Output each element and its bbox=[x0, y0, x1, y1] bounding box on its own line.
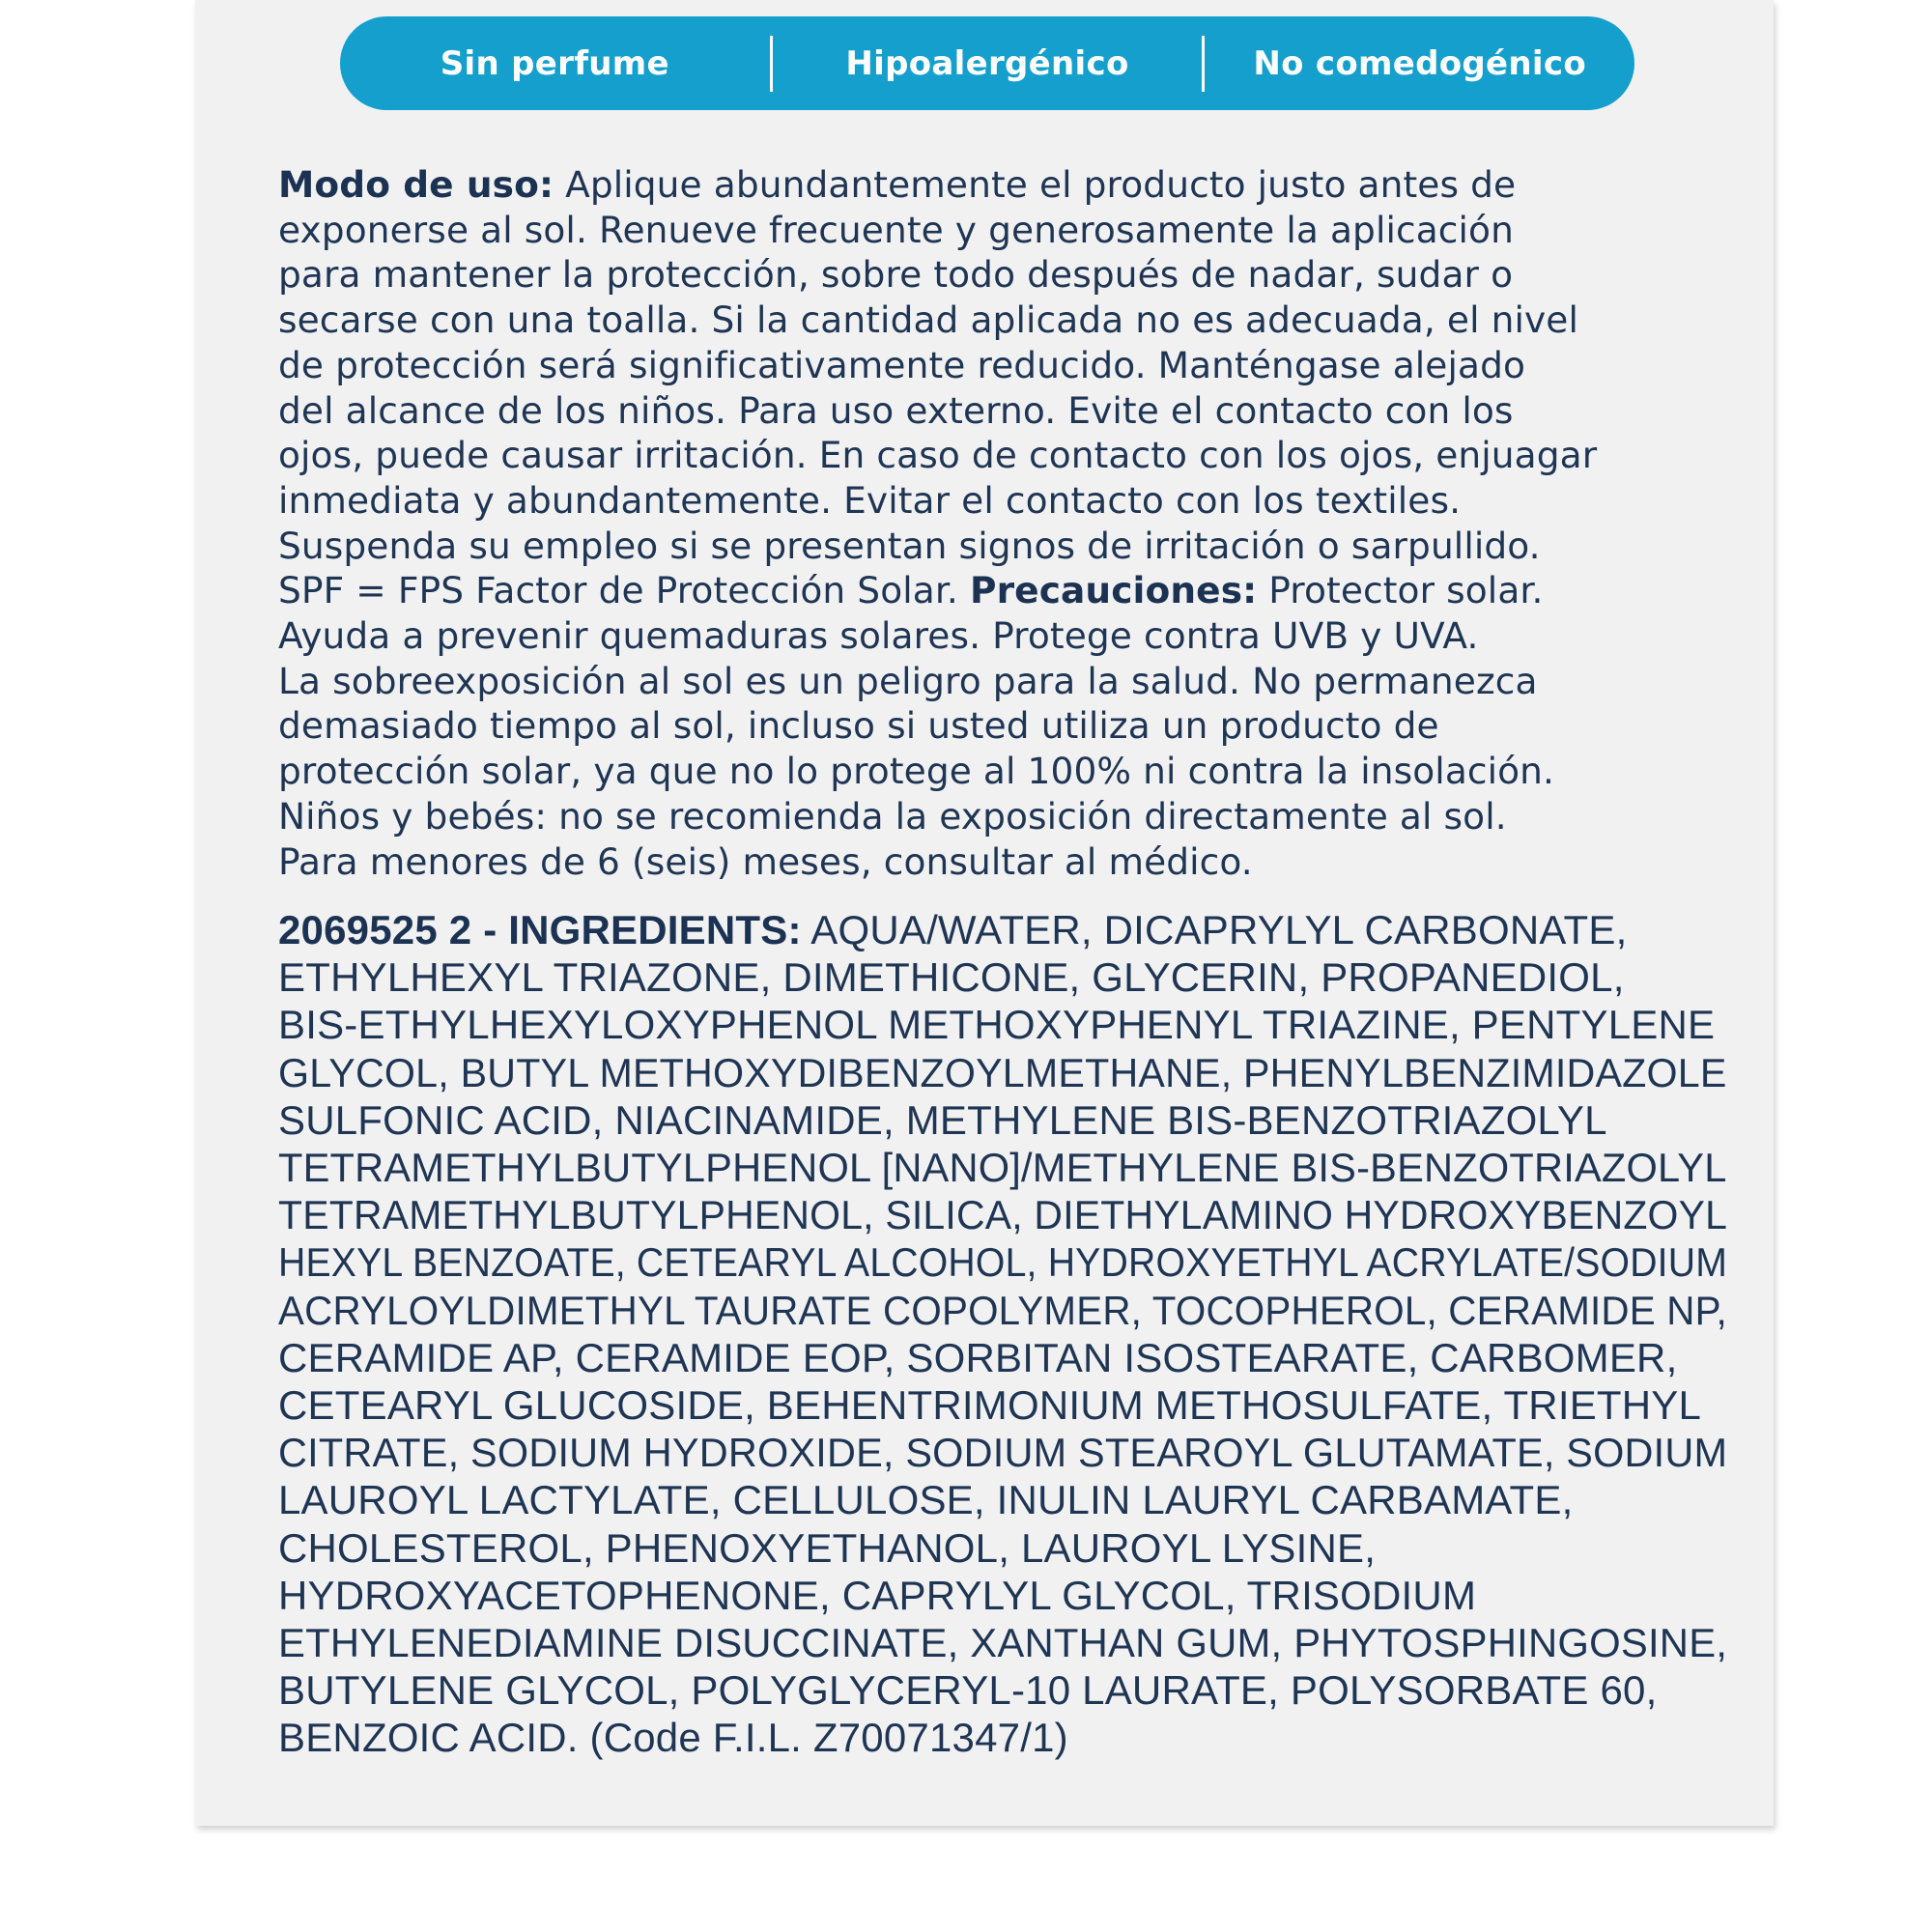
usage-instructions bbox=[278, 162, 1689, 884]
ingredients-line: LAUROYL LACTYLATE, CELLULOSE, INULIN LAURYL CARBAMATE, bbox=[278, 1477, 1574, 1523]
usage-line: para mantener la protección, sobre todo después de nadar, sudar o bbox=[278, 253, 1514, 297]
usage-text: Protector solar. bbox=[1257, 569, 1544, 612]
usage-heading: Modo de uso: bbox=[278, 163, 554, 206]
claims-banner bbox=[340, 16, 1634, 110]
ingredients-line bbox=[278, 906, 1708, 953]
precautions-heading: Precauciones: bbox=[969, 569, 1258, 612]
usage-line: Ayuda a prevenir quemaduras solares. Protege contra UVB y UVA. bbox=[278, 614, 1479, 658]
usage-text: SPF = FPS Factor de Protección Solar. bbox=[278, 569, 970, 612]
ingredients-line: SULFONIC ACID, NIACINAMIDE, METHYLENE BIS-BENZOTRIAZOLYL bbox=[278, 1096, 1607, 1143]
usage-line: secarse con una toalla. Si la cantidad aplicada no es adecuada, el nivel bbox=[278, 298, 1578, 342]
usage-line: Niños y bebés: no se recomienda la exposición directamente al sol. bbox=[278, 794, 1507, 838]
usage-line: exponerse al sol. Renueve frecuente y generosamente la aplicación bbox=[278, 208, 1514, 251]
claim-sin-perfume: Sin perfume bbox=[440, 43, 669, 83]
ingredients-text: AQUA/WATER, DICAPRYLYL CARBONATE, bbox=[801, 907, 1628, 952]
usage-line: de protección será significativamente reducido. Manténgase alejado bbox=[278, 343, 1526, 386]
ingredients-line: TETRAMETHYLBUTYLPHENOL, SILICA, DIETHYLAMINO HYDROXYBENZOYL bbox=[278, 1192, 1728, 1238]
claim-hipoalergenico: Hipoalergénico bbox=[845, 43, 1129, 83]
ingredients-line: CERAMIDE AP, CERAMIDE EOP, SORBITAN ISOSTEARATE, CARBOMER, bbox=[278, 1334, 1678, 1380]
ingredients-line: HEXYL BENZOATE, CETEARYL ALCOHOL, HYDROXYETHYL ACRYLATE/SODIUM bbox=[278, 1239, 1728, 1286]
usage-text: Aplique abundantemente el producto justo antes de bbox=[554, 163, 1517, 206]
usage-line: inmediata y abundantemente. Evitar el contacto con los textiles. bbox=[278, 478, 1462, 522]
ingredients-line: ACRYLOYLDIMETHYL TAURATE COPOLYMER, TOCOPHEROL, CERAMIDE NP, bbox=[278, 1287, 1727, 1333]
ingredients-line: BUTYLENE GLYCOL, POLYGLYCERYL-10 LAURATE, POLYSORBATE 60, bbox=[278, 1667, 1658, 1714]
ingredients-line: CETEARYL GLUCOSIDE, BEHENTRIMONIUM METHOSULFATE, TRIETHYL bbox=[278, 1382, 1702, 1429]
usage-line bbox=[278, 568, 1689, 613]
usage-line: del alcance de los niños. Para uso externo. Evite el contacto con los bbox=[278, 388, 1514, 432]
usage-line: protección solar, ya que no lo protege al 100% ni contra la insolación. bbox=[278, 750, 1555, 793]
ingredients-line: BIS-ETHYLHEXYLOXYPHENOL METHOXYPHENYL TRIAZINE, PENTYLENE bbox=[278, 1002, 1716, 1048]
usage-line: demasiado tiempo al sol, incluso si usted utiliza un producto de bbox=[278, 704, 1439, 748]
usage-line bbox=[278, 162, 1689, 208]
ingredients-line: BENZOIC ACID. (Code F.I.L. Z70071347/1) bbox=[278, 1715, 1068, 1761]
ingredients-line: ETHYLENEDIAMINE DISUCCINATE, XANTHAN GUM, PHYTOSPHINGOSINE, bbox=[278, 1620, 1728, 1666]
claim-no-comedogenico: No comedogénico bbox=[1253, 43, 1586, 83]
ingredients-line: GLYCOL, BUTYL METHOXYDIBENZOYLMETHANE, PHENYLBENZIMIDAZOLE bbox=[278, 1049, 1727, 1095]
ingredients-heading: 2069525 2 - INGREDIENTS: bbox=[278, 907, 802, 952]
usage-line: La sobreexposición al sol es un peligro para la salud. No permanezca bbox=[278, 659, 1538, 702]
usage-line: ojos, puede causar irritación. En caso de contacto con los ojos, enjuagar bbox=[278, 434, 1598, 477]
ingredients-list bbox=[278, 906, 1728, 1762]
usage-line: Para menores de 6 (seis) meses, consultar al médico. bbox=[278, 839, 1253, 883]
ingredients-line: HYDROXYACETOPHENONE, CAPRYLYL GLYCOL, TRISODIUM bbox=[278, 1572, 1477, 1618]
ingredients-line: ETHYLHEXYL TRIAZONE, DIMETHICONE, GLYCERIN, PROPANEDIOL, bbox=[278, 954, 1625, 1001]
ingredients-line: CHOLESTEROL, PHENOXYETHANOL, LAUROYL LYSINE, bbox=[278, 1524, 1377, 1571]
usage-line: Suspenda su empleo si se presentan signos de irritación o sarpullido. bbox=[278, 524, 1541, 567]
ingredients-line: TETRAMETHYLBUTYLPHENOL [NANO]/METHYLENE BIS-BENZOTRIAZOLYL bbox=[278, 1145, 1727, 1191]
ingredients-line: CITRATE, SODIUM HYDROXIDE, SODIUM STEAROYL GLUTAMATE, SODIUM bbox=[278, 1430, 1728, 1476]
